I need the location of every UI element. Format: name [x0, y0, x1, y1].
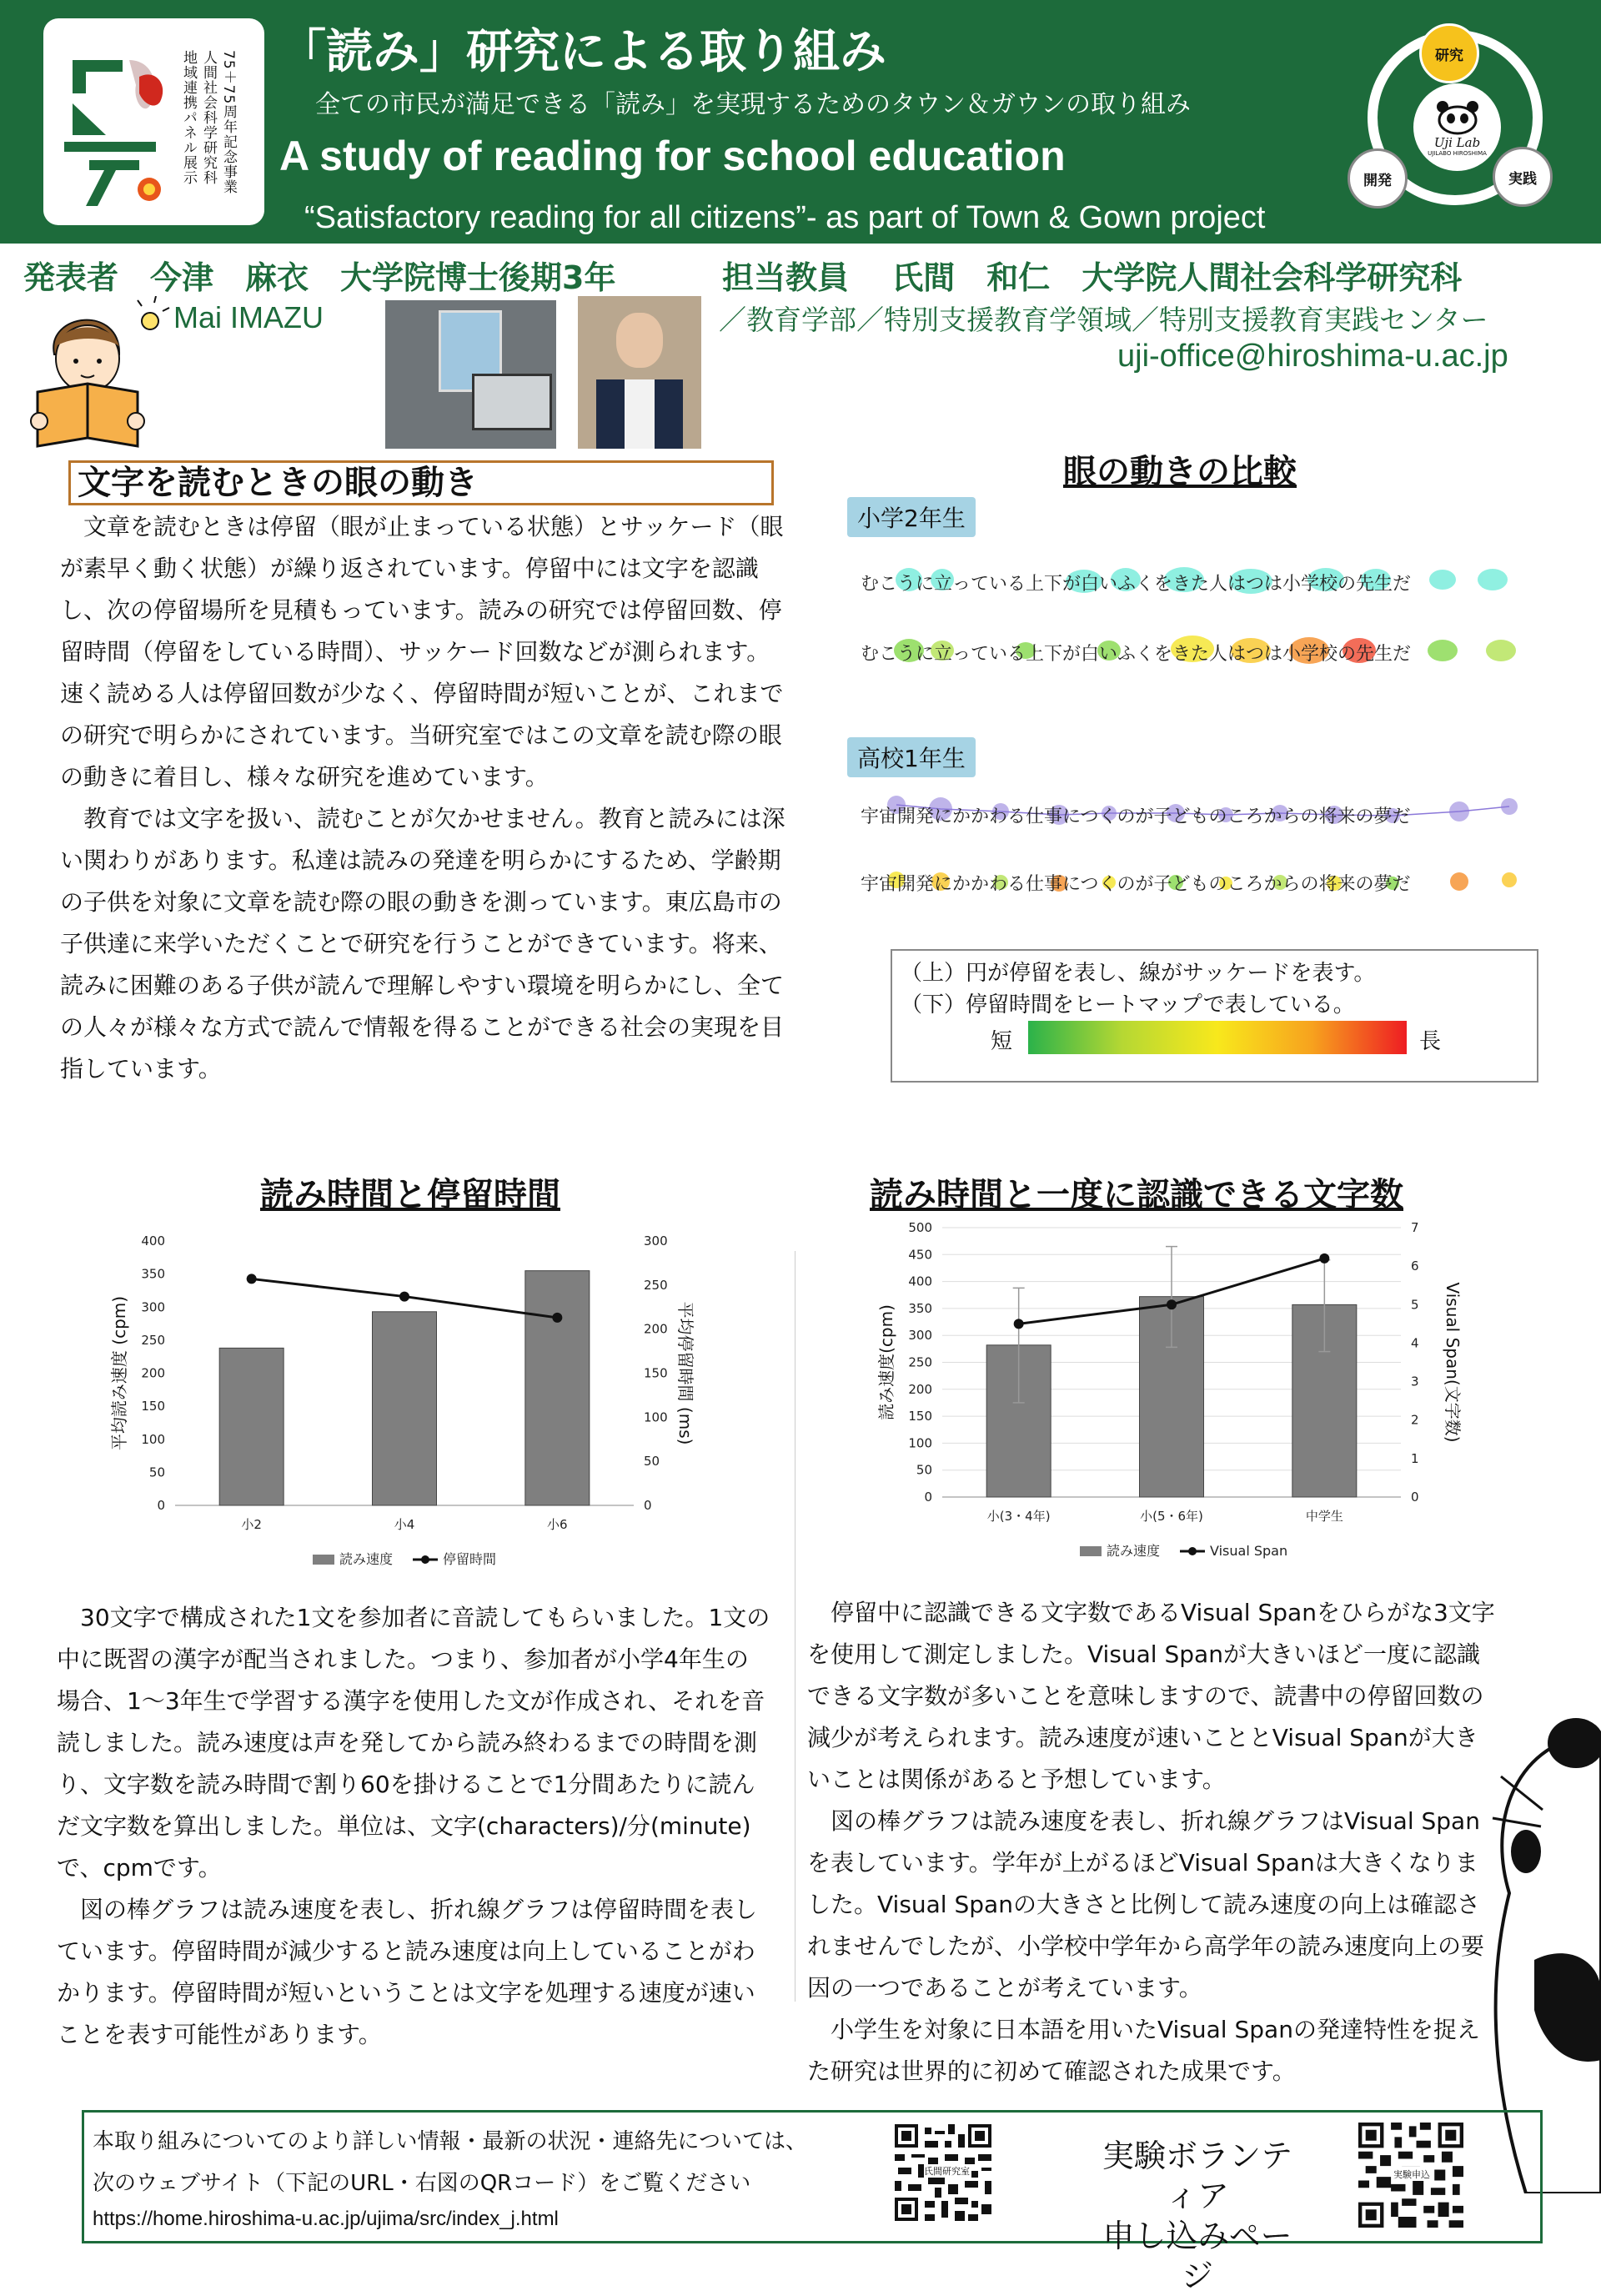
page-title-en: A study of reading for school education: [279, 133, 1066, 179]
chart2-paragraph-2: 図の棒グラフは読み速度を表し、折れ線グラフはVisual Spanを表しています。学年が上がるほどVisual Spanは大きくなりました。Visual Spanの大きさと比例して読み速度の向上は確認されませんでしたが、小学校中学年から高学年の読み速度向上の要因の一つであることが考えています。: [807, 1807, 1485, 2002]
page-subtitle-en: “Satisfactory reading for all citizens”- as part of Town & Gown project: [304, 200, 1266, 235]
logo-vertical-line-3: 地域連携パネル展示: [180, 50, 197, 185]
line-point: [552, 1313, 562, 1323]
y-tick-label: 400: [141, 1233, 165, 1248]
chart2-title: 読み時間と一度に認識できる文字数: [870, 1176, 1403, 1214]
logo-75-graphic: [56, 43, 173, 210]
legend-swatch-point: [421, 1555, 429, 1564]
logo-vertical-line-1: 75＋75周年記念事業: [220, 50, 237, 195]
legend-swatch-bar: [1080, 1546, 1102, 1556]
eye-paragraph-1: 文章を読むときは停留（眼が止まっている状態）とサッケード（眼が素早く動く状態）が繰り返されています。停留中には文字を認識し、次の停留場所を見積もっています。読みの研究では停留回数、停留時間（停留をしている時間）、サッケード回数などが測られます。速く読める人は停留回数が少なく、停留時間が短いことが、これまでの研究で明らかにされています。当研究室ではこの文章を読む際の眼の動きに着目し、様々な研究を進めています。: [60, 513, 784, 791]
y2-tick-label: 300: [644, 1233, 668, 1248]
legend-label-bar: 読み速度: [1107, 1543, 1161, 1559]
anniversary-logo: [43, 18, 264, 225]
line-point: [399, 1292, 409, 1302]
y2-tick-label: 0: [1411, 1490, 1419, 1505]
x-tick-label: 小(5・6年): [1140, 1509, 1203, 1524]
reading-child-illustration: [21, 296, 171, 450]
y-axis-label: 平均読み速度 (cpm): [109, 1295, 129, 1451]
y-tick-label: 350: [908, 1300, 932, 1316]
page-subtitle-jp: 全ての市民が満足できる「読み」を実現するためのタウン＆ガウンの取り組み: [315, 90, 1191, 119]
y2-tick-label: 1: [1411, 1450, 1419, 1466]
presenter-photo: [385, 300, 556, 449]
logo-vertical-line-2: 人間社会科学研究科: [200, 50, 217, 185]
legend-label-bar: 読み速度: [339, 1551, 394, 1567]
reading-speed-fixation-chart: [108, 1226, 709, 1576]
legend-swatch-point: [1188, 1547, 1197, 1555]
y-axis-label: 読み速度(cpm): [876, 1304, 896, 1420]
x-tick-label: 小4: [394, 1517, 415, 1532]
y-tick-label: 0: [924, 1490, 932, 1505]
legend-label-line: Visual Span: [1210, 1543, 1288, 1559]
line-point: [247, 1274, 257, 1284]
lab-logo-text: Uji Lab: [1433, 134, 1481, 150]
y-tick-label: 0: [157, 1498, 165, 1513]
y-tick-label: 250: [141, 1332, 165, 1348]
highschool-sentence-top: 宇宙開発にかかわる仕事につくのが子どものころからの将来の夢だ: [861, 806, 1411, 827]
footer-url-link[interactable]: https://home.hiroshima-u.ac.jp/ujima/src/index_j.html: [93, 2208, 559, 2230]
chart2-body: [807, 1592, 1496, 2093]
x-tick-label: 中学生: [1305, 1509, 1343, 1524]
comparison-legend: [891, 949, 1538, 1083]
uji-lab-logo: [1413, 83, 1501, 171]
legend-long-label: 長: [1419, 1029, 1442, 1054]
y2-tick-label: 2: [1411, 1412, 1419, 1428]
group-label-elementary: 小学2年生: [847, 497, 976, 537]
legend-short-label: 短: [991, 1029, 1013, 1054]
y-tick-label: 150: [908, 1409, 932, 1424]
y-tick-label: 200: [908, 1381, 932, 1397]
volunteer-signup-label: [1093, 2136, 1302, 2296]
lab-website-qr-code[interactable]: [895, 2124, 991, 2221]
y2-tick-label: 150: [644, 1365, 668, 1381]
y-tick-label: 300: [908, 1328, 932, 1344]
chart1-title: 読み時間と停留時間: [260, 1176, 560, 1214]
contact-email[interactable]: uji-office@hiroshima-u.ac.jp: [1117, 339, 1508, 374]
reading-speed-visual-span-chart: [876, 1218, 1476, 1576]
y2-tick-label: 5: [1411, 1297, 1419, 1313]
presenter-name-en: Mai IMAZU: [173, 300, 324, 334]
volunteer-line-1: 実験ボランティア: [1102, 2138, 1292, 2214]
footer-info-line-2: 次のウェブサイト（下記のURL・右図のQRコード）をご覧ください: [93, 2171, 751, 2196]
x-tick-label: 小2: [241, 1517, 262, 1532]
y2-tick-label: 4: [1411, 1335, 1419, 1351]
line-point: [1167, 1299, 1177, 1309]
x-tick-label: 小(3・4年): [986, 1509, 1051, 1524]
y-tick-label: 300: [141, 1299, 165, 1315]
y2-tick-label: 6: [1411, 1259, 1419, 1274]
y2-tick-label: 200: [644, 1321, 668, 1337]
y2-tick-label: 3: [1411, 1374, 1419, 1389]
eye-paragraph-2: 教育では文字を扱い、読むことが欠かせません。教育と読みには深い関わりがあります。私達は読みの発達を明らかにするため、学齢期の子供を対象に文章を読む際の眼の動きを測っています。東広島市の子供達に来学いただくことで研究を行うことができています。将来、読みに困難のある子供が読んで理解しやすい環境を明らかにし、全ての人々が様々な方式で読んで情報を得ることができる社会の実現を目指しています。: [60, 805, 785, 1083]
comparison-title: 眼の動きの比較: [1063, 453, 1297, 491]
highschool-sentence-bottom: 宇宙開発にかかわる仕事につくのが子どものころからの将来の夢だ: [861, 874, 1411, 895]
bar: [373, 1312, 437, 1505]
footer-info-line-1: 本取り組みについてのより詳しい情報・最新の状況・連絡先については、: [93, 2129, 807, 2154]
y2-tick-label: 50: [644, 1454, 660, 1470]
volunteer-qr-code[interactable]: [1358, 2123, 1463, 2228]
y-tick-label: 100: [141, 1431, 165, 1447]
y2-axis-label: Visual Span(文字数): [1443, 1282, 1463, 1443]
presenter-line: 発表者 今津 麻衣 大学院博士後期3年: [23, 259, 616, 296]
page-title-jp: 「読み」研究による取り組み: [279, 25, 886, 79]
legend-line-1: （上）円が停留を表し、線がサッケードを表す。: [901, 961, 1376, 986]
eye-section-body: [60, 506, 785, 1090]
group-label-highschool: 高校1年生: [847, 737, 976, 777]
heatmap-scale-bar: [1028, 1021, 1407, 1054]
y-tick-label: 350: [141, 1266, 165, 1282]
volunteer-line-2: 申し込みページ: [1102, 2218, 1292, 2294]
cycle-development-badge: 開発: [1348, 148, 1408, 208]
y-tick-label: 500: [908, 1220, 932, 1235]
chart2-paragraph-1: 停留中に認識できる文字数であるVisual Spanをひらがな3文字を使用して測定しました。Visual Spanが大きいほど一度に認識できる文字数が多いことを意味しますので、読書中の停留回数の減少が考えられます。読み速度が速いこととVisual Spanが大きいことは関係があると予想しています。: [807, 1599, 1495, 1793]
legend-swatch-bar: [313, 1555, 334, 1565]
y2-tick-label: 0: [644, 1498, 652, 1513]
y2-tick-label: 7: [1411, 1220, 1419, 1235]
bar: [219, 1348, 284, 1505]
panda-logo-icon: [1433, 98, 1483, 135]
elementary-sentence-top: むこうに立っている上下が白いふくをきた人はつは小学校の先生だ: [861, 574, 1412, 595]
y-tick-label: 450: [908, 1247, 932, 1263]
footer-box: [82, 2110, 1543, 2294]
chart2-paragraph-3: 小学生を対象に日本語を用いたVisual Spanの発達特性を捉えた研究は世界的に初めて確認された成果です。: [807, 2016, 1480, 2085]
supervisor-line: 担当教員 氏間 和仁 大学院人間社会科学研究科: [722, 259, 1463, 296]
line-point: [1014, 1319, 1024, 1329]
eye-section-title: 文字を読むときの眼の動き: [68, 460, 774, 505]
y-tick-label: 150: [141, 1399, 165, 1414]
qr1-label: 氏間研究室: [924, 2166, 970, 2177]
y-tick-label: 50: [916, 1462, 932, 1478]
y-tick-label: 50: [148, 1465, 165, 1480]
y-tick-label: 250: [908, 1354, 932, 1370]
chart1-body: [57, 1597, 770, 2056]
cycle-practice-badge: 実践: [1493, 147, 1553, 207]
cycle-research-badge: 研究: [1419, 23, 1479, 83]
line-point: [1319, 1254, 1329, 1264]
chart1-paragraph-1: 30文字で構成された1文を参加者に音読してもらいました。1文の中に既習の漢字が配当されました。つまり、参加者が小学4年生の場合、1～3年生で学習する漢字を使用した文が作成され、それを音読しました。読み速度は声を発してから読み終わるまでの時間を測り、文字数を読み時間で割り60を掛けることで1分間あたりに読んだ文字数を算出しました。単位は、文字(characters)/分(minute)で、cpmです。: [57, 1604, 770, 1882]
elementary-sentence-bottom: むこうに立っている上下が白いふくをきた人はつは小学校の先生だ: [861, 644, 1412, 665]
supervisor-affiliation: ／教育学部／特別支援教育学領域／特別支援教育実践センター: [719, 304, 1488, 336]
y-tick-label: 200: [141, 1365, 165, 1381]
y-tick-label: 400: [908, 1274, 932, 1289]
y-tick-label: 100: [908, 1435, 932, 1451]
chart1-paragraph-2: 図の棒グラフは読み速度を表し、折れ線グラフは停留時間を表しています。停留時間が減少すると読み速度は向上していることがわかります。停留時間が短いということは文字を処理する速度が速いことを表す可能性があります。: [57, 1896, 758, 2048]
bar: [525, 1271, 590, 1505]
qr2-label: 実験申込: [1393, 2169, 1430, 2180]
lab-logo-subtext: UJILABO HIROSHIMA: [1428, 149, 1487, 157]
legend-line-2: （下）停留時間をヒートマップで表している。: [901, 992, 1355, 1017]
supervisor-photo: [578, 296, 701, 449]
y2-tick-label: 250: [644, 1277, 668, 1293]
y2-axis-label: 平均停留時間 (ms): [675, 1301, 695, 1445]
y2-tick-label: 100: [644, 1409, 668, 1425]
legend-label-line: 停留時間: [443, 1551, 497, 1567]
x-tick-label: 小6: [547, 1517, 568, 1532]
